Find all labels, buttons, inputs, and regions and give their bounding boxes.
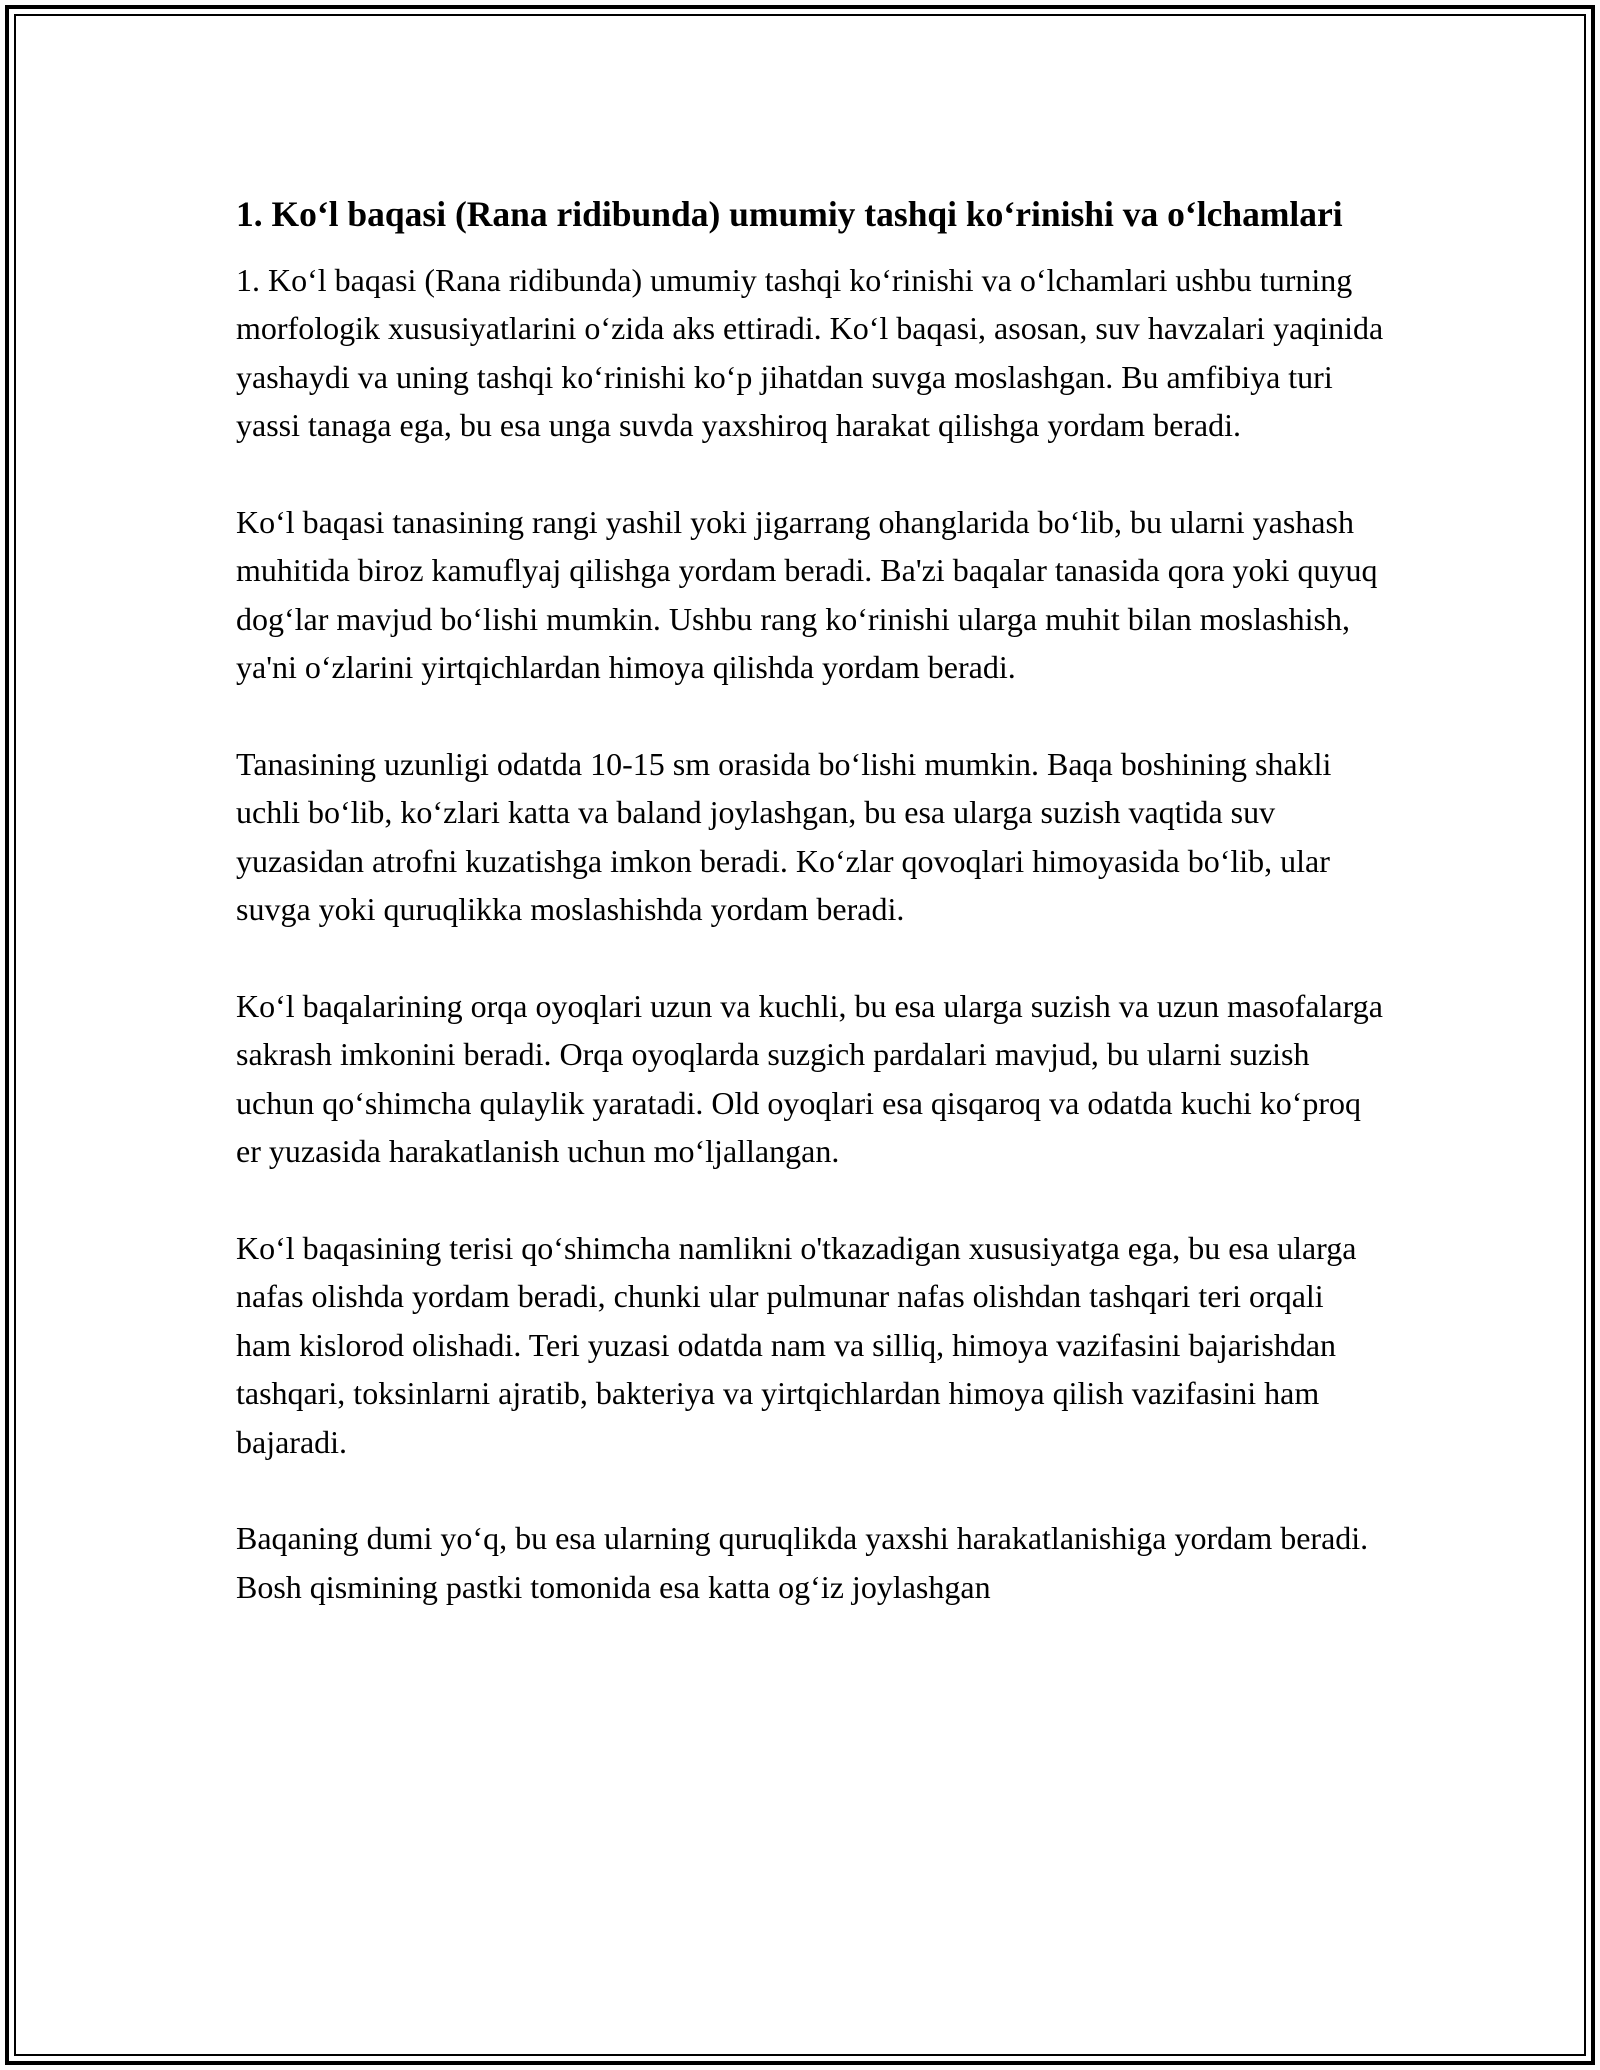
paragraph-5: Ko‘l baqasining terisi qo‘shimcha namlikni o'tkazadigan xususiyatga ega, bu esa ularga nafas olishda yordam beradi, chunki ular pulmunar nafas olishdan tashqari teri orqali ham kislorod olishadi. Teri yuzasi odatda nam va silliq, himoya vazifasini bajarishdan tashqari, toksinlarni ajratib, bakteriya va yirtqichlardan himoya qilish vazifasini ham bajaradi. <box>236 1230 1357 1460</box>
paragraph-4: Ko‘l baqalarining orqa oyoqlari uzun va kuchli, bu esa ularga suzish va uzun masofalarga sakrash imkonini beradi. Orqa oyoqlarda suzgich pardalari mavjud, bu ularni suzish uchun qo‘shimcha qulaylik yaratadi. Old oyoqlari esa qisqaroq va odatda kuchi ko‘proq er yuzasida harakatlanish uchun mo‘ljallangan. <box>236 988 1383 1170</box>
paragraph-3: Tanasining uzunligi odatda 10-15 sm orasida bo‘lishi mumkin. Baqa boshining shakli uchli bo‘lib, ko‘zlari katta va baland joylashgan, bu esa ularga suzish vaqtida suv yuzasidan atrofni kuzatishga imkon beradi. Ko‘zlar qovoqlari himoyasida bo‘lib, ular suvga yoki quruqlikka moslashishda yordam beradi. <box>236 746 1332 928</box>
paragraph-1: 1. Ko‘l baqasi (Rana ridibunda) umumiy tashqi ko‘rinishi va o‘lchamlari ushbu turning morfologik xususiyatlarini o‘zida aks ettiradi. Ko‘l baqasi, asosan, suv havzalari yaqinida yashaydi va uning tashqi ko‘rinishi ko‘p jihatdan suvga moslashgan. Bu amfibiya turi yassi tanaga ega, bu esa unga suvda yaxshiroq harakat qilishga yordam beradi. <box>236 262 1384 444</box>
document-body <box>236 186 1386 1660</box>
paragraph-6: Baqaning dumi yo‘q, bu esa ularning quruqlikda yaxshi harakatlanishiga yordam beradi. Bosh qismining pastki tomonida esa katta og‘iz joylashgan <box>236 1520 1369 1605</box>
paragraph-2: Ko‘l baqasi tanasining rangi yashil yoki jigarrang ohanglarida bo‘lib, bu ularni yashash muhitida biroz kamuflyaj qilishga yordam beradi. Ba'zi baqalar tanasida qora yoki quyuq dog‘lar mavjud bo‘lishi mumkin. Ushbu rang ko‘rinishi ularga muhit bilan moslashish, ya'ni o‘zlarini yirtqichlardan himoya qilishda yordam beradi. <box>236 504 1378 686</box>
section-heading: 1. Ko‘l baqasi (Rana ridibunda) umumiy tashqi ko‘rinishi va o‘lchamlari <box>236 194 1343 234</box>
